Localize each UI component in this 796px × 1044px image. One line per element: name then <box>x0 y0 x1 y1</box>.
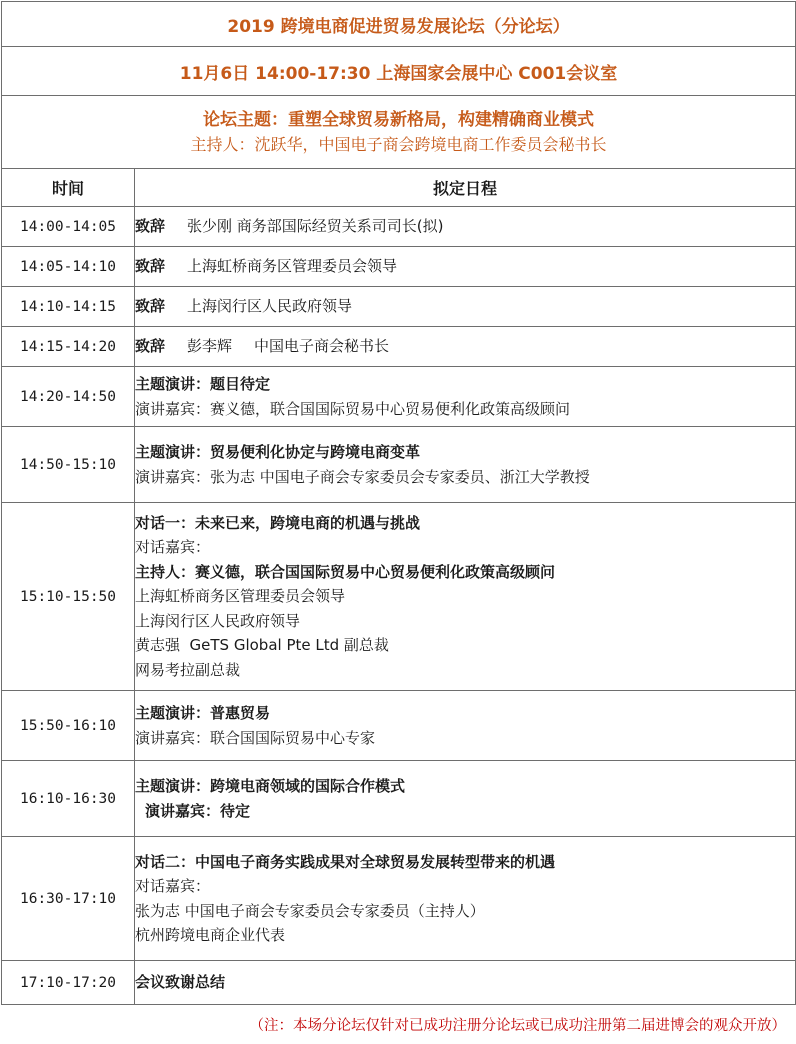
row-text: 上海虹桥商务区管理委员会领导 <box>187 257 398 276</box>
row-line: 演讲嘉宾：联合国国际贸易中心专家 <box>135 728 376 747</box>
row-program <box>135 327 796 367</box>
row-kind: 致辞 <box>135 217 166 236</box>
row-time: 14:10-14:15 <box>2 287 135 327</box>
theme-block <box>2 96 796 169</box>
table-row <box>2 287 796 327</box>
table-row <box>2 837 796 961</box>
row-line: 对话嘉宾： <box>135 538 211 557</box>
row-time: 16:30-17:10 <box>2 837 135 961</box>
row-text: 上海闵行区人民政府领导 <box>187 297 353 316</box>
row-kind: 致辞 <box>135 257 166 276</box>
row-name: 彭李辉 <box>187 337 233 356</box>
row-program <box>135 837 796 961</box>
table-row <box>2 503 796 691</box>
time-column-header: 时间 <box>2 169 135 207</box>
row-kind: 致辞 <box>135 297 166 316</box>
row-time: 17:10-17:20 <box>2 961 135 1005</box>
row-text: 中国电子商会秘书长 <box>254 337 390 356</box>
row-title: 对话二：中国电子商务实践成果对全球贸易发展转型带来的机遇 <box>135 852 556 871</box>
date-venue: 11月6日 14:00-17:30 上海国家会展中心 C001会议室 <box>2 47 796 96</box>
row-program <box>135 761 796 837</box>
table-row <box>2 961 796 1005</box>
row-time: 14:50-15:10 <box>2 427 135 503</box>
table-row <box>2 207 796 247</box>
agenda-table <box>1 1 796 1005</box>
row-program <box>135 961 796 1005</box>
row-line: 上海闵行区人民政府领导 <box>135 611 301 630</box>
row-title: 主题演讲：普惠贸易 <box>135 704 271 722</box>
row-program <box>135 287 796 327</box>
row-title: 对话一：未来已来，跨境电商的机遇与挑战 <box>135 513 421 532</box>
row-program <box>135 427 796 503</box>
row-line: 网易考拉副总裁 <box>135 660 241 679</box>
row-title: 主题演讲：跨境电商领域的国际合作模式 <box>135 777 406 795</box>
row-program <box>135 247 796 287</box>
row-program <box>135 367 796 427</box>
row-time: 14:15-14:20 <box>2 327 135 367</box>
table-row <box>2 427 796 503</box>
row-time: 15:50-16:10 <box>2 691 135 761</box>
row-time: 16:10-16:30 <box>2 761 135 837</box>
table-row <box>2 247 796 287</box>
table-row <box>2 761 796 837</box>
row-text: 张少刚 商务部国际经贸关系司司长(拟) <box>187 217 444 236</box>
row-title: 主题演讲：题目待定 <box>135 375 271 393</box>
row-line: 杭州跨境电商企业代表 <box>135 926 286 944</box>
row-line: 黄志强 GeTS Global Pte Ltd 副总裁 <box>135 636 389 655</box>
table-row <box>2 327 796 367</box>
footnote: （注：本场分论坛仅针对已成功注册分论坛或已成功注册第二届进博会的观众开放） <box>249 1018 786 1034</box>
row-time: 14:00-14:05 <box>2 207 135 247</box>
row-line: 上海虹桥商务区管理委员会领导 <box>135 587 346 606</box>
row-time: 15:10-15:50 <box>2 503 135 691</box>
row-line: 演讲嘉宾：赛义德，联合国国际贸易中心贸易便利化政策高级顾问 <box>135 399 571 418</box>
row-program <box>135 207 796 247</box>
row-kind: 致辞 <box>135 337 166 356</box>
row-line-moderator: 主持人：赛义德，联合国国际贸易中心贸易便利化政策高级顾问 <box>135 562 556 581</box>
row-line: 对话嘉宾： <box>135 877 211 895</box>
table-row <box>2 691 796 761</box>
forum-theme: 论坛主题：重塑全球贸易新格局，构建精确商业模式 <box>203 109 594 130</box>
forum-title: 2019 跨境电商促进贸易发展论坛（分论坛） <box>2 2 796 47</box>
forum-host: 主持人：沈跃华，中国电子商会跨境电商工作委员会秘书长 <box>190 134 607 154</box>
row-time: 14:05-14:10 <box>2 247 135 287</box>
row-title: 主题演讲：贸易便利化协定与跨境电商变革 <box>135 443 421 461</box>
row-program <box>135 691 796 761</box>
row-line: 张为志 中国电子商会专家委员会专家委员（主持人） <box>135 901 485 920</box>
row-line: 演讲嘉宾：张为志 中国电子商会专家委员会专家委员、浙江大学教授 <box>135 467 590 486</box>
program-column-header: 拟定日程 <box>135 169 796 207</box>
row-line: 演讲嘉宾：待定 <box>145 801 251 820</box>
row-title: 会议致谢总结 <box>135 973 226 992</box>
row-program <box>135 503 796 691</box>
row-time: 14:20-14:50 <box>2 367 135 427</box>
table-row <box>2 367 796 427</box>
